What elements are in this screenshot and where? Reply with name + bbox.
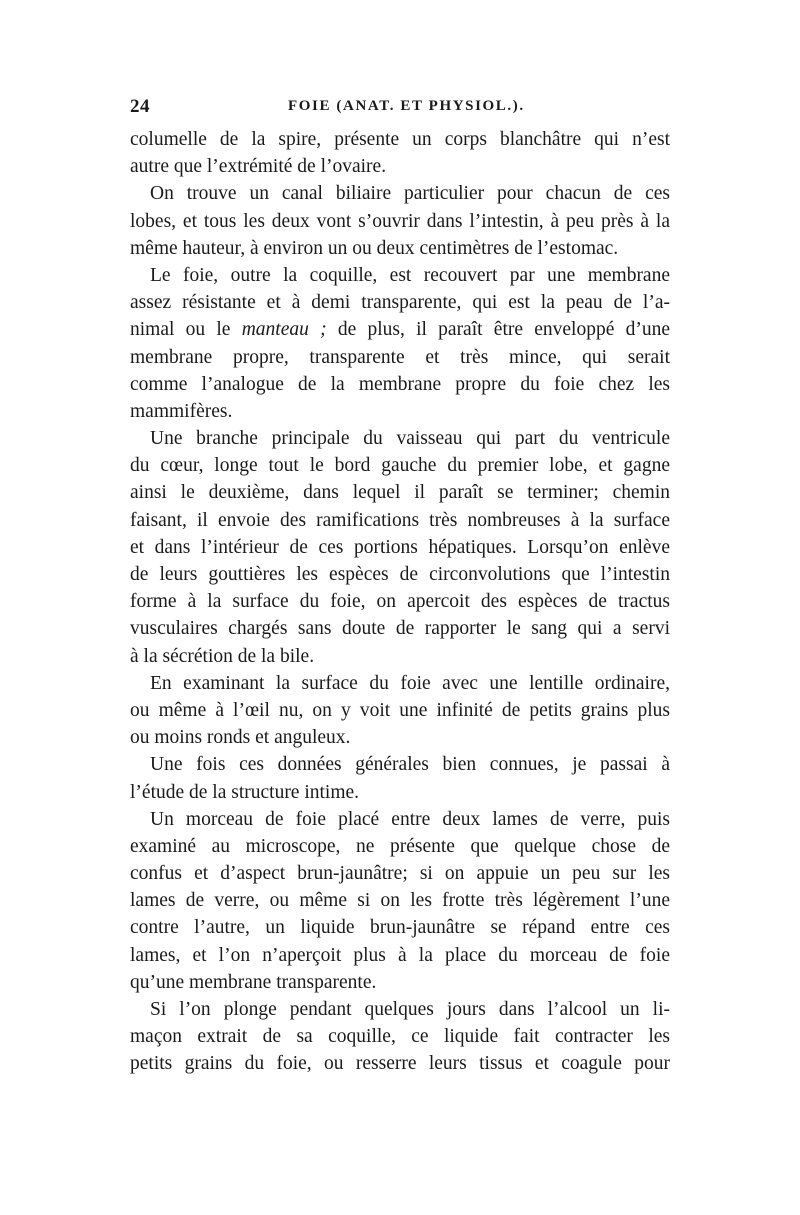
text-line: En examinant la surface du foie avec une lentille ordinaire, bbox=[150, 672, 670, 694]
text-line: Si l’on plonge pendant quelques jours dans l’alcool un li- bbox=[150, 999, 670, 1020]
text-line: autre que l’extrémité de l’ovaire. bbox=[130, 156, 387, 178]
text-line: petits grains du foie, ou resserre leurs tissus et coagule pour bbox=[130, 1053, 670, 1075]
text-line: ainsi le deuxième, dans lequel il paraît se terminer; chemin bbox=[130, 482, 670, 504]
text-line: faisant, il envoie des ramifications très nombreuses à la surface bbox=[130, 509, 670, 531]
text-line: confus et d’aspect brun-jaunâtre; si on appuie un peu sur les bbox=[130, 863, 670, 885]
text-line: du cœur, longe tout le bord gauche du premier lobe, et gagne bbox=[130, 455, 670, 477]
text-line: lames de verre, ou même si on les frotte très légèrement l’une bbox=[130, 890, 670, 912]
text-line: qu’une membrane transparente. bbox=[130, 971, 377, 993]
text-line: à la sécrétion de la bile. bbox=[130, 645, 315, 667]
text-line: Une fois ces données générales bien connues, je passai à bbox=[150, 754, 670, 776]
text-line: de leurs gouttières les espèces de circonvolutions que l’intestin bbox=[130, 564, 670, 585]
text-line: assez résistante et à demi transparente, qui est la peau de l’a- bbox=[130, 292, 670, 314]
text-line: Le foie, outre la coquille, est recouvert par une membrane bbox=[150, 264, 670, 286]
italic-term: manteau ; bbox=[241, 319, 327, 341]
running-title: FOIE (ANAT. ET PHYSIOL.). bbox=[288, 98, 525, 114]
text-line: ou moins ronds et anguleux. bbox=[130, 727, 351, 749]
line-segment: de plus, il paraît être enveloppé d’une bbox=[326, 319, 671, 341]
text-line: maçon extrait de sa coquille, ce liquide fait contracter les bbox=[130, 1026, 670, 1048]
text-line: vusculaires chargés sans doute de rapporter le sang qui a servi bbox=[130, 618, 670, 640]
text-line: examiné au microscope, ne présente que quelque chose de bbox=[130, 835, 670, 857]
text-line: et dans l’intérieur de ces portions hépatiques. Lorsqu’on enlève bbox=[130, 536, 670, 558]
text-line: columelle de la spire, présente un corps blanchâtre qui n’est bbox=[130, 129, 670, 150]
text-line: l’étude de la structure intime. bbox=[130, 781, 360, 803]
text-line: même hauteur, à environ un ou deux centimètres de l’estomac. bbox=[130, 237, 619, 259]
text-line bbox=[130, 316, 670, 343]
body-text bbox=[130, 126, 670, 1078]
page-number: 24 bbox=[130, 96, 150, 117]
running-head bbox=[130, 96, 670, 120]
text-line: comme l’analogue de la membrane propre du foie chez les bbox=[130, 373, 670, 395]
text-line: mammifères. bbox=[130, 400, 233, 422]
text-line: lobes, et tous les deux vont s’ouvrir dans l’intestin, à peu près à la bbox=[130, 210, 670, 232]
text-line: contre l’autre, un liquide brun-jaunâtre se répand entre ces bbox=[130, 917, 670, 939]
text-line: membrane propre, transparente et très mince, qui serait bbox=[130, 346, 670, 368]
line-segment: nimal ou le bbox=[130, 319, 242, 341]
text-line: On trouve un canal biliaire particulier pour chacun de ces bbox=[150, 183, 670, 205]
text-line: lames, et l’on n’aperçoit plus à la place du morceau de foie bbox=[130, 944, 670, 966]
text-line: Une branche principale du vaisseau qui part du ventricule bbox=[150, 428, 670, 450]
text-line: Un morceau de foie placé entre deux lames de verre, puis bbox=[150, 808, 670, 830]
text-line: forme à la surface du foie, on apercoit des espèces de tractus bbox=[130, 591, 670, 613]
text-line: ou même à l’œil nu, on y voit une infinité de petits grains plus bbox=[130, 699, 670, 721]
